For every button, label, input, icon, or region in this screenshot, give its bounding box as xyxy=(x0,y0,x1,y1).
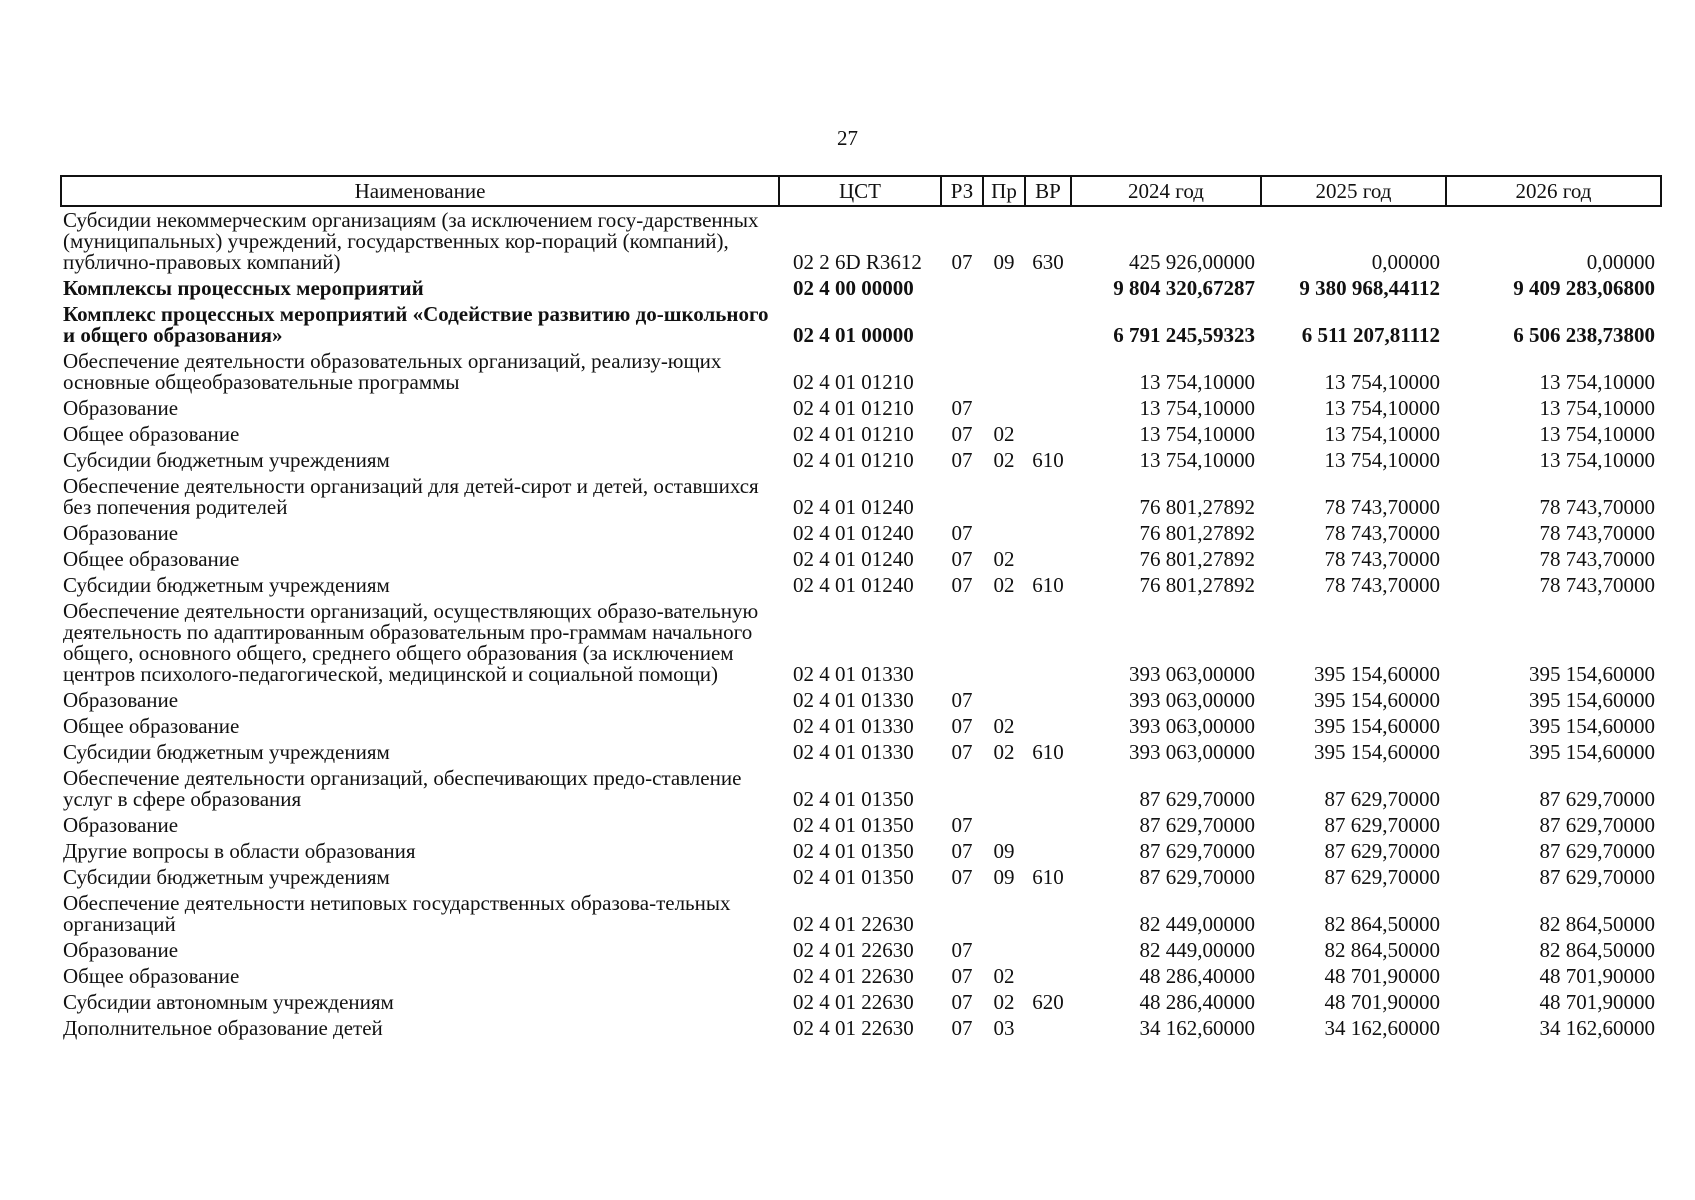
row-value-2025: 34 162,60000 xyxy=(1324,1016,1440,1040)
row-value-2025: 13 754,10000 xyxy=(1324,422,1440,446)
row-name: Субсидии бюджетным учреждениям xyxy=(63,573,390,597)
row-value-2026: 13 754,10000 xyxy=(1539,396,1655,420)
row-cst: 02 4 01 01240 xyxy=(793,547,914,571)
row-value-2025: 0,00000 xyxy=(1371,250,1440,274)
row-vr xyxy=(1025,890,1071,937)
row-value-2026: 48 701,90000 xyxy=(1539,964,1655,988)
row-value-2026: 48 701,90000 xyxy=(1539,990,1655,1014)
row-pr: 02 xyxy=(993,448,1015,472)
row-vr: 630 xyxy=(1032,250,1064,274)
row-vr xyxy=(1025,546,1071,572)
row-name: Образование xyxy=(63,396,179,420)
row-value-2024: 87 629,70000 xyxy=(1139,865,1255,889)
row-value-2025: 87 629,70000 xyxy=(1324,813,1440,837)
row-value-2024: 393 063,00000 xyxy=(1129,688,1255,712)
row-value-2024: 82 449,00000 xyxy=(1139,912,1255,936)
row-value-2024: 87 629,70000 xyxy=(1139,839,1255,863)
row-value-2025: 87 629,70000 xyxy=(1324,865,1440,889)
table-row xyxy=(61,739,1661,765)
row-value-2025: 82 864,50000 xyxy=(1324,912,1440,936)
row-name: Субсидии некоммерческим организациям (за исключением госу-дарственных (муниципальных) учреждений, государственных кор-пораций (компаний), публично-правовых компаний) xyxy=(63,208,759,274)
row-cst: 02 4 01 22630 xyxy=(793,964,914,988)
row-rz xyxy=(941,890,983,937)
row-name: Общее образование xyxy=(63,547,240,571)
row-name: Комплексы процессных мероприятий xyxy=(63,276,424,300)
row-value-2024: 393 063,00000 xyxy=(1129,662,1255,686)
table-row xyxy=(61,963,1661,989)
row-value-2025: 78 743,70000 xyxy=(1324,573,1440,597)
row-rz: 07 xyxy=(951,813,973,837)
header-2024: 2024 год xyxy=(1071,176,1261,206)
row-vr xyxy=(1025,520,1071,546)
row-vr xyxy=(1025,812,1071,838)
row-name: Общее образование xyxy=(63,714,240,738)
row-name: Обеспечение деятельности образовательных организаций, реализу-ющих основные общеобразовательные программы xyxy=(63,349,722,394)
table-row xyxy=(61,473,1661,520)
row-value-2024: 13 754,10000 xyxy=(1139,370,1255,394)
row-vr: 610 xyxy=(1032,573,1064,597)
row-pr xyxy=(983,890,1025,937)
row-cst: 02 4 01 01240 xyxy=(793,573,914,597)
row-name: Субсидии бюджетным учреждениям xyxy=(63,865,390,889)
row-pr xyxy=(983,301,1025,348)
table-row xyxy=(61,864,1661,890)
row-value-2026: 87 629,70000 xyxy=(1539,865,1655,889)
row-cst: 02 4 01 01210 xyxy=(793,422,914,446)
row-pr xyxy=(983,520,1025,546)
row-cst: 02 4 00 00000 xyxy=(793,276,914,300)
row-rz: 07 xyxy=(951,839,973,863)
row-vr: 610 xyxy=(1032,865,1064,889)
row-value-2026: 395 154,60000 xyxy=(1529,740,1655,764)
row-name: Образование xyxy=(63,813,179,837)
row-name: Субсидии бюджетным учреждениям xyxy=(63,740,390,764)
table-row xyxy=(61,395,1661,421)
row-value-2025: 48 701,90000 xyxy=(1324,990,1440,1014)
row-rz: 07 xyxy=(951,740,973,764)
row-value-2025: 395 154,60000 xyxy=(1314,714,1440,738)
table-row xyxy=(61,812,1661,838)
row-cst: 02 4 01 01240 xyxy=(793,521,914,545)
row-value-2026: 87 629,70000 xyxy=(1539,839,1655,863)
row-rz: 07 xyxy=(951,396,973,420)
row-rz: 07 xyxy=(951,688,973,712)
row-value-2025: 87 629,70000 xyxy=(1324,839,1440,863)
row-cst: 02 4 01 01210 xyxy=(793,370,914,394)
row-value-2025: 87 629,70000 xyxy=(1324,787,1440,811)
row-value-2026: 78 743,70000 xyxy=(1539,521,1655,545)
row-value-2024: 13 754,10000 xyxy=(1139,396,1255,420)
table-row xyxy=(61,1015,1661,1041)
row-vr xyxy=(1025,1015,1071,1041)
row-cst: 02 4 01 22630 xyxy=(793,990,914,1014)
row-rz: 07 xyxy=(951,990,973,1014)
row-vr xyxy=(1025,687,1071,713)
row-value-2024: 6 791 245,59323 xyxy=(1113,323,1255,347)
row-rz: 07 xyxy=(951,250,973,274)
row-vr xyxy=(1025,937,1071,963)
row-pr xyxy=(983,473,1025,520)
row-vr xyxy=(1025,421,1071,447)
row-value-2026: 82 864,50000 xyxy=(1539,912,1655,936)
header-rz: РЗ xyxy=(941,176,983,206)
row-cst: 02 4 01 01350 xyxy=(793,813,914,837)
table-row xyxy=(61,989,1661,1015)
row-value-2024: 76 801,27892 xyxy=(1139,521,1255,545)
row-rz: 07 xyxy=(951,422,973,446)
table-row xyxy=(61,765,1661,812)
table-row xyxy=(61,937,1661,963)
row-rz: 07 xyxy=(951,714,973,738)
row-value-2024: 9 804 320,67287 xyxy=(1113,276,1255,300)
table-row xyxy=(61,572,1661,598)
row-pr xyxy=(983,765,1025,812)
row-value-2026: 87 629,70000 xyxy=(1539,813,1655,837)
row-vr xyxy=(1025,301,1071,348)
row-pr: 02 xyxy=(993,547,1015,571)
row-pr: 02 xyxy=(993,964,1015,988)
row-value-2024: 425 926,00000 xyxy=(1129,250,1255,274)
header-vr: ВР xyxy=(1025,176,1071,206)
row-value-2025: 13 754,10000 xyxy=(1324,370,1440,394)
row-name: Дополнительное образование детей xyxy=(63,1016,383,1040)
row-value-2024: 393 063,00000 xyxy=(1129,740,1255,764)
row-vr xyxy=(1025,713,1071,739)
row-cst: 02 4 01 01350 xyxy=(793,787,914,811)
row-value-2026: 13 754,10000 xyxy=(1539,448,1655,472)
row-name: Обеспечение деятельности организаций для детей-сирот и детей, оставшихся без попечения родителей xyxy=(63,474,759,519)
row-pr: 09 xyxy=(993,865,1015,889)
row-vr xyxy=(1025,598,1071,687)
row-value-2025: 13 754,10000 xyxy=(1324,448,1440,472)
table-row xyxy=(61,687,1661,713)
row-vr xyxy=(1025,473,1071,520)
row-value-2026: 78 743,70000 xyxy=(1539,573,1655,597)
row-rz: 07 xyxy=(951,1016,973,1040)
row-value-2024: 87 629,70000 xyxy=(1139,813,1255,837)
row-vr xyxy=(1025,395,1071,421)
row-name: Обеспечение деятельности организаций, осуществляющих образо-вательную деятельность по адаптированным образовательным про-граммам начального общего, основного общего, среднего общего образования (за исключением центров психолого-педагогической, медицинской и социальной помощи) xyxy=(63,599,759,686)
row-value-2024: 13 754,10000 xyxy=(1139,448,1255,472)
row-rz: 07 xyxy=(951,521,973,545)
table-row xyxy=(61,421,1661,447)
row-value-2026: 9 409 283,06800 xyxy=(1513,276,1655,300)
row-pr xyxy=(983,395,1025,421)
row-value-2026: 87 629,70000 xyxy=(1539,787,1655,811)
row-value-2026: 6 506 238,73800 xyxy=(1513,323,1655,347)
row-rz xyxy=(941,598,983,687)
row-pr xyxy=(983,348,1025,395)
row-value-2025: 9 380 968,44112 xyxy=(1299,276,1440,300)
header-name: Наименование xyxy=(61,176,779,206)
row-name: Субсидии бюджетным учреждениям xyxy=(63,448,390,472)
row-value-2026: 0,00000 xyxy=(1586,250,1655,274)
row-value-2026: 82 864,50000 xyxy=(1539,938,1655,962)
row-value-2025: 78 743,70000 xyxy=(1324,495,1440,519)
page-number: 27 xyxy=(837,126,858,150)
row-name: Обеспечение деятельности нетиповых государственных образова-тельных организаций xyxy=(63,891,731,936)
row-cst: 02 4 01 01350 xyxy=(793,865,914,889)
header-2025: 2025 год xyxy=(1261,176,1446,206)
row-cst: 02 4 01 01210 xyxy=(793,396,914,420)
table-body xyxy=(61,206,1661,1041)
row-value-2024: 34 162,60000 xyxy=(1139,1016,1255,1040)
row-pr: 09 xyxy=(993,839,1015,863)
table-row xyxy=(61,890,1661,937)
row-pr: 09 xyxy=(993,250,1015,274)
row-pr xyxy=(983,812,1025,838)
row-value-2025: 395 154,60000 xyxy=(1314,688,1440,712)
row-vr xyxy=(1025,765,1071,812)
row-rz: 07 xyxy=(951,938,973,962)
row-value-2026: 395 154,60000 xyxy=(1529,714,1655,738)
table-row xyxy=(61,838,1661,864)
row-name: Образование xyxy=(63,938,179,962)
row-value-2025: 48 701,90000 xyxy=(1324,964,1440,988)
table-row xyxy=(61,447,1661,473)
row-value-2024: 76 801,27892 xyxy=(1139,547,1255,571)
row-rz xyxy=(941,301,983,348)
budget-table xyxy=(60,175,1662,1041)
row-pr: 02 xyxy=(993,990,1015,1014)
row-rz xyxy=(941,473,983,520)
row-value-2025: 13 754,10000 xyxy=(1324,396,1440,420)
row-value-2026: 78 743,70000 xyxy=(1539,547,1655,571)
row-value-2026: 78 743,70000 xyxy=(1539,495,1655,519)
row-rz xyxy=(941,275,983,301)
row-vr: 610 xyxy=(1032,448,1064,472)
row-value-2026: 13 754,10000 xyxy=(1539,370,1655,394)
table-header-row xyxy=(61,176,1661,206)
row-cst: 02 4 01 01330 xyxy=(793,740,914,764)
row-vr: 620 xyxy=(1032,990,1064,1014)
row-name: Образование xyxy=(63,521,179,545)
row-pr: 02 xyxy=(993,714,1015,738)
header-cst: ЦСТ xyxy=(779,176,941,206)
row-value-2024: 76 801,27892 xyxy=(1139,495,1255,519)
row-pr xyxy=(983,937,1025,963)
row-rz xyxy=(941,348,983,395)
row-value-2025: 78 743,70000 xyxy=(1324,547,1440,571)
row-rz: 07 xyxy=(951,547,973,571)
row-name: Общее образование xyxy=(63,964,240,988)
row-name: Образование xyxy=(63,688,179,712)
row-vr xyxy=(1025,275,1071,301)
table-row xyxy=(61,348,1661,395)
row-value-2025: 78 743,70000 xyxy=(1324,521,1440,545)
row-value-2025: 395 154,60000 xyxy=(1314,662,1440,686)
table-row xyxy=(61,546,1661,572)
row-name: Общее образование xyxy=(63,422,240,446)
row-vr xyxy=(1025,963,1071,989)
row-value-2026: 13 754,10000 xyxy=(1539,422,1655,446)
row-name: Комплекс процессных мероприятий «Содействие развитию до-школьного и общего образования» xyxy=(63,302,769,347)
row-cst: 02 4 01 01210 xyxy=(793,448,914,472)
row-cst: 02 4 01 01330 xyxy=(793,714,914,738)
table-row xyxy=(61,713,1661,739)
row-value-2026: 395 154,60000 xyxy=(1529,662,1655,686)
row-value-2026: 395 154,60000 xyxy=(1529,688,1655,712)
row-cst: 02 4 01 01330 xyxy=(793,688,914,712)
row-value-2024: 76 801,27892 xyxy=(1139,573,1255,597)
row-pr xyxy=(983,687,1025,713)
row-value-2026: 34 162,60000 xyxy=(1539,1016,1655,1040)
row-value-2024: 82 449,00000 xyxy=(1139,938,1255,962)
table-row xyxy=(61,301,1661,348)
row-name: Субсидии автономным учреждениям xyxy=(63,990,394,1014)
row-pr xyxy=(983,275,1025,301)
row-value-2025: 6 511 207,81112 xyxy=(1301,323,1440,347)
row-rz: 07 xyxy=(951,964,973,988)
row-name: Обеспечение деятельности организаций, обеспечивающих предо-ставление услуг в сфере образования xyxy=(63,766,742,811)
header-pr: Пр xyxy=(983,176,1025,206)
row-rz: 07 xyxy=(951,448,973,472)
row-value-2024: 13 754,10000 xyxy=(1139,422,1255,446)
row-pr: 02 xyxy=(993,422,1015,446)
row-vr xyxy=(1025,348,1071,395)
row-cst: 02 4 01 00000 xyxy=(793,323,914,347)
row-cst: 02 4 01 01240 xyxy=(793,495,914,519)
row-cst: 02 4 01 22630 xyxy=(793,1016,914,1040)
row-vr xyxy=(1025,838,1071,864)
row-pr: 02 xyxy=(993,573,1015,597)
table-row xyxy=(61,275,1661,301)
row-value-2024: 48 286,40000 xyxy=(1139,964,1255,988)
row-cst: 02 2 6D R3612 xyxy=(793,250,922,274)
row-pr xyxy=(983,598,1025,687)
row-rz: 07 xyxy=(951,573,973,597)
row-value-2024: 393 063,00000 xyxy=(1129,714,1255,738)
row-cst: 02 4 01 22630 xyxy=(793,912,914,936)
table-row xyxy=(61,598,1661,687)
row-name: Другие вопросы в области образования xyxy=(63,839,416,863)
row-vr: 610 xyxy=(1032,740,1064,764)
row-rz xyxy=(941,765,983,812)
row-rz: 07 xyxy=(951,865,973,889)
row-pr: 03 xyxy=(993,1016,1015,1040)
row-cst: 02 4 01 22630 xyxy=(793,938,914,962)
row-value-2024: 48 286,40000 xyxy=(1139,990,1255,1014)
row-value-2025: 82 864,50000 xyxy=(1324,938,1440,962)
row-pr: 02 xyxy=(993,740,1015,764)
row-value-2024: 87 629,70000 xyxy=(1139,787,1255,811)
row-value-2025: 395 154,60000 xyxy=(1314,740,1440,764)
row-cst: 02 4 01 01330 xyxy=(793,662,914,686)
table-row xyxy=(61,520,1661,546)
row-cst: 02 4 01 01350 xyxy=(793,839,914,863)
table-row xyxy=(61,206,1661,275)
header-2026: 2026 год xyxy=(1446,176,1661,206)
